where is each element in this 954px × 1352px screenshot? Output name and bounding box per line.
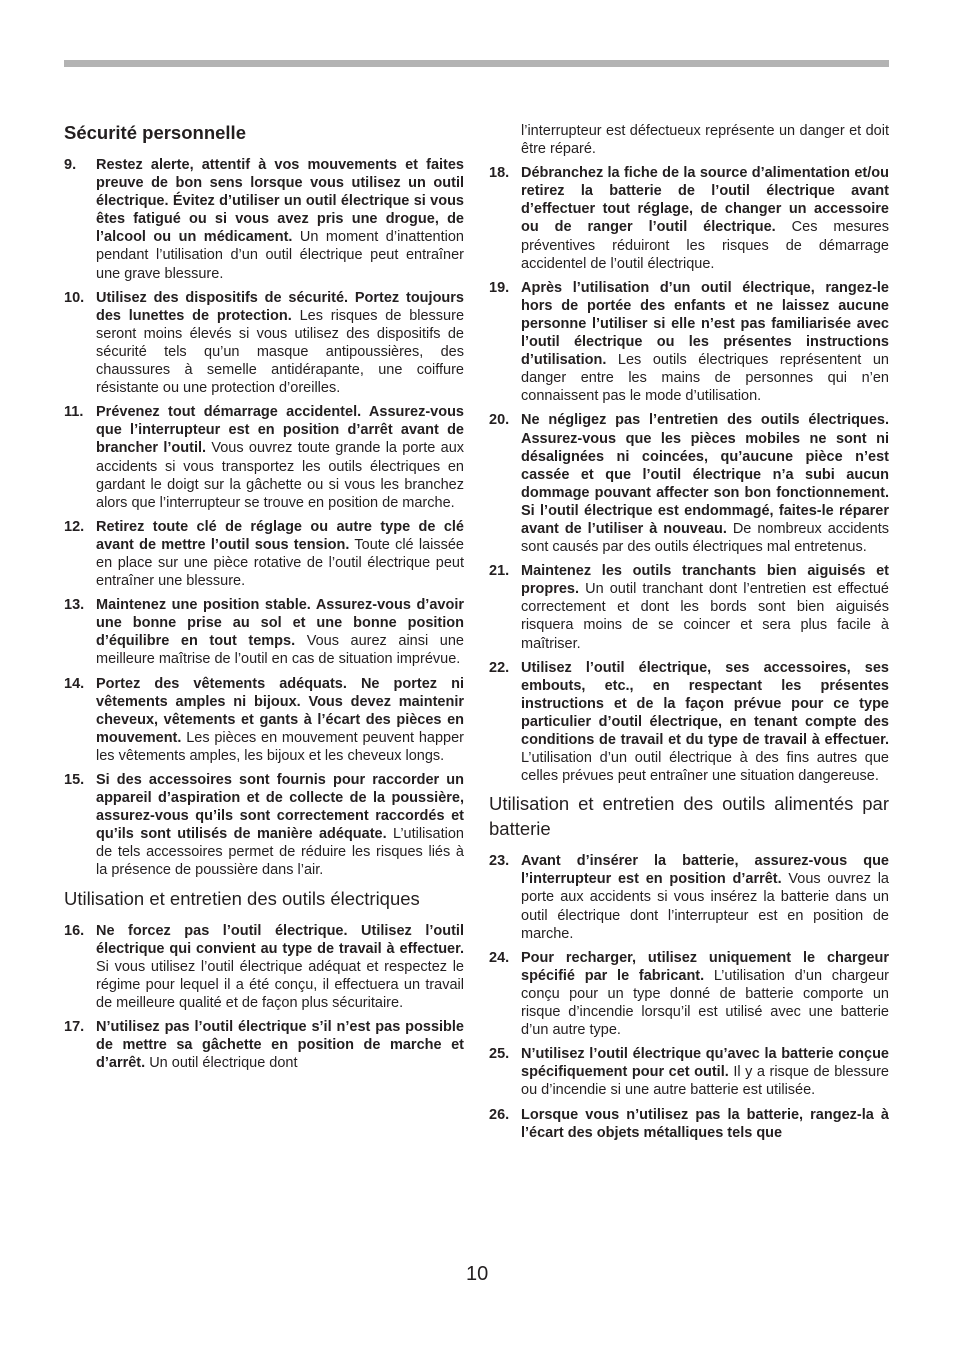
item-bold-text: N’utilisez l’outil électrique qu’avec la batterie conçue spécifiquement pour cet outil. — [521, 1046, 889, 1081]
header-rule — [64, 60, 889, 67]
list-item — [64, 1018, 464, 1072]
list-item — [489, 1045, 889, 1099]
item-text: Les pièces en mouvement peuvent happer les vêtements amples, les bijoux et les cheveux longs. — [96, 729, 464, 764]
item-number: 24. — [489, 949, 510, 966]
item-number: 21. — [489, 563, 510, 580]
left-item-list-2 — [64, 922, 464, 1073]
item-text: De nombreux accidents sont causés par des outils électriques mal entretenus. — [521, 520, 889, 556]
list-item — [64, 922, 464, 1012]
left-column — [64, 120, 464, 1078]
item-number: 20. — [489, 412, 510, 429]
list-item — [64, 156, 464, 283]
item-bold-text: Prévenez tout démarrage accidentel. Assurez-vous que l’interrupteur est en position d’arrêt avant de brancher l’outil. — [96, 404, 464, 457]
item-text: Toute clé laissée en place sur une pièce rotative de l’outil électrique peut entraîner une blessure. — [96, 536, 464, 590]
item-number: 18. — [489, 165, 510, 182]
item-bold-text: Débranchez la fiche de la source d’alimentation et/ou retirez la batterie de l’outil électrique avant d’effectuer tout réglage, de changer un accessoire ou de ranger l’outil électrique. — [521, 165, 889, 236]
list-item — [489, 562, 889, 652]
item-bold-text: Avant d’insérer la batterie, assurez-vous que l’interrupteur est en position d’arrêt. — [521, 853, 889, 888]
list-item — [64, 518, 464, 590]
right-item-list-2 — [489, 852, 889, 1141]
item-text: L’utilisation d’un outil électrique à des fins autres que celles prévues peut entraîner une situation dangereuse. — [521, 750, 889, 785]
item-number: 12. — [64, 518, 85, 535]
item-text: L’utilisation de tels accessoires permet de réduire les risques liés à la présence de poussière dans l’air. — [96, 826, 464, 879]
list-item — [64, 289, 464, 398]
item-bold-text: Utilisez des dispositifs de sécurité. Portez toujours des lunettes de protection. — [96, 289, 464, 324]
item-number: 25. — [489, 1046, 510, 1063]
item-bold-text: Pour recharger, utilisez uniquement le chargeur spécifié par le fabricant. — [521, 949, 889, 984]
right-column — [489, 120, 889, 1148]
item-number: 23. — [489, 853, 510, 870]
continuation-text: l’interrupteur est défectueux représente un danger et doit être réparé. — [521, 123, 889, 158]
item-bold-text: Retirez toute clé de réglage ou autre type de clé avant de mettre l’outil sous tension. — [96, 518, 464, 553]
list-item — [64, 771, 464, 880]
item-bold-text: Portez des vêtements adéquats. Ne portez ni vêtements amples ni bijoux. Vous devez maintenir cheveux, vêtements et gants à l’écart des pièces en mouvement. — [96, 675, 464, 746]
item-text: Si vous utilisez l’outil électrique adéquat et respectez le régime pour lequel il a été conçu, il effectuera un travail de meilleure qualité et de façon plus sécuritaire. — [96, 958, 464, 1011]
item-bold-text: Ne négligez pas l’entretien des outils électriques. Assurez-vous que les pièces mobiles ne sont ni désalignées ni coincées, qu’aucune pièce n’est cassée et que l’outil électrique n’a subi aucun dommage pouvant affecter son bon fonctionnement. Si l’outil électrique est endommagé, faites-le réparer avant de l’utiliser à nouveau. — [521, 412, 889, 537]
item-number: 16. — [64, 922, 85, 939]
item-text: Un outil électrique dont — [145, 1055, 298, 1072]
item-number: 11. — [64, 404, 84, 421]
section-title-tool-use: Utilisation et entretien des outils électriques — [64, 887, 420, 909]
item-number: 14. — [64, 675, 85, 692]
list-item — [489, 659, 889, 786]
item-bold-text: Maintenez les outils tranchants bien aiguisés et propres. — [521, 563, 889, 598]
item-text: Les outils électriques représentent un danger entre les mains de personnes qui n’en connaissent pas le mode d’utilisation. — [521, 352, 889, 405]
item-text: Il y a risque de blessure ou d’incendie si une autre batterie est utilisée. — [521, 1064, 889, 1099]
item-number: 26. — [489, 1106, 510, 1123]
item-text: Vous aurez ainsi une meilleure maîtrise de l’outil en cas de situation imprévue. — [96, 633, 464, 668]
list-item — [64, 403, 464, 512]
item-bold-text: Lorsque vous n’utilisez pas la batterie, rangez-la à l’écart des objets métalliques tels que — [521, 1106, 889, 1141]
left-item-list — [64, 156, 464, 880]
item-text: Les risques de blessure seront moins élevés si vous utilisez des dispositifs de sécurité tels qu’un masque antipoussières, des chaussures à semelle antidérapante, une coiffure résistante ou une protection d’oreilles. — [96, 307, 465, 397]
list-item — [489, 279, 889, 406]
item-number: 19. — [489, 279, 510, 296]
list-item — [489, 164, 889, 273]
item-bold-text: Utilisez l’outil électrique, ses accessoires, ses embouts, etc., en respectant les présentes instructions et de la façon prévue pour ce type particulier d’outil électrique, en tenant compte des conditions de travail et du type de travail à effectuer. — [521, 659, 889, 748]
item-text: Un outil tranchant dont l’entretien est effectué correctement et dont les bords sont bien aiguisés risquera moins de se coincer et sera plus facile à maîtriser. — [521, 581, 889, 652]
list-item — [64, 675, 464, 765]
list-item — [64, 596, 464, 668]
list-item — [489, 852, 889, 942]
item-number: 9. — [64, 157, 77, 173]
section-title-personal-safety: Sécurité personnelle — [64, 122, 246, 143]
item-bold-text: Restez alerte, attentif à vos mouvements et faites preuve de bon sens lorsque vous utilisez un outil électrique. Évitez d’utiliser un outil électrique si vous êtes fatigué ou si vous avez pris une drogue, de l’alcool ou un médicament. — [96, 157, 464, 246]
item-text: L’utilisation d’un chargeur conçu pour un type donné de batterie comporte un risque d’incendie lorsqu’il est utilisé avec une batterie d’un autre type. — [521, 967, 889, 1039]
right-item-list — [489, 164, 889, 785]
item-number: 10. — [64, 289, 85, 306]
page-number: 10 — [466, 1263, 489, 1285]
item-bold-text: Ne forcez pas l’outil électrique. Utilisez l’outil électrique qui convient au type de travail à effectuer. — [96, 922, 464, 957]
list-item — [489, 949, 889, 1039]
item-bold-text: N’utilisez pas l’outil électrique s’il n’est pas possible de mettre sa gâchette en position de marche et d’arrêt. — [96, 1019, 464, 1072]
item-bold-text: Maintenez une position stable. Assurez-vous d’avoir une bonne prise au sol et une bonne position d’équilibre en tout temps. — [96, 597, 464, 650]
section-title-battery-tools: Utilisation et entretien des outils alimentés par batterie — [489, 793, 889, 840]
item-text: Un moment d’inattention pendant l’utilisation d’un outil électrique peut entraîner une grave blessure. — [96, 229, 464, 282]
item-bold-text: Si des accessoires sont fournis pour raccorder un appareil d’aspiration et de collecte de la poussière, assurez-vous qu’ils sont correctement raccordés et qu’ils sont utilisés de manière adéquate. — [96, 772, 464, 843]
item-text: Ces mesures préventives réduiront les risques de démarrage accidentel de l’outil électrique. — [521, 219, 889, 272]
item-text: Vous ouvrez toute grande la porte aux accidents si vous transportez les outils électriques en gardant le doigt sur la gâchette ou si vous les branchez alors que l’interrupteur se trouve en position de marche. — [96, 440, 465, 511]
item-number: 13. — [64, 597, 85, 614]
item-number: 22. — [489, 659, 510, 676]
list-item — [489, 1106, 889, 1142]
item-number: 15. — [64, 772, 85, 788]
item-text: Vous ouvrez la porte aux accidents si vous insérez la batterie dans un outil électrique dont l’interrupteur est en position de marche. — [521, 871, 889, 942]
item-bold-text: Après l’utilisation d’un outil électrique, rangez-le hors de portée des enfants et ne laissez aucune personne l’utiliser si elle n’est pas familiarisée avec l’outil électrique ou les présentes instructions d’utilisation. — [521, 279, 889, 369]
list-item — [489, 411, 889, 556]
item-number: 17. — [64, 1019, 85, 1036]
